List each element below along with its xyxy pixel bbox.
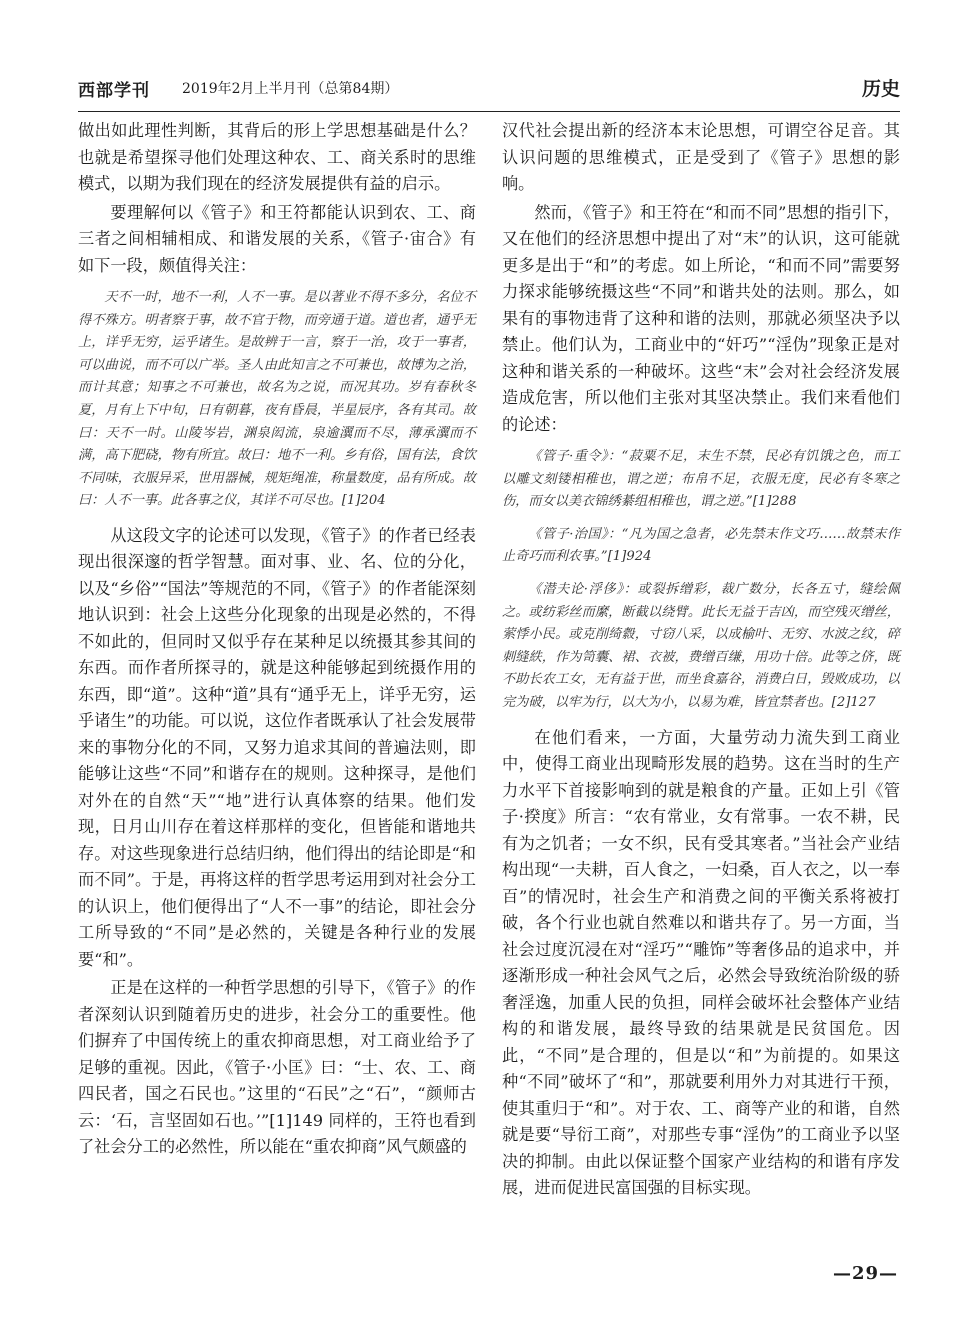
body-paragraph: 正是在这样的一种哲学思想的引导下，《管子》的作者深刻认识到随着历史的进步，社会分工的重要性。他们摒弃了中国传统上的重农抑商思想，对工商业给予了足够的重视。因此，《管子·小匡》曰：“士、农、工、商四民者，国之石民也。”这里的“石民”之“石”，“颜师古云：‘石，言坚固如石也。’”[1]149 同样的，王符也看到了社会分工的必然性，所以能在“重农抑商”风气颇盛的 [78, 978, 476, 1157]
block-quote: 天不一时，地不一利，人不一事。是以著业不得不多分，名位不得不殊方。明者察于事，故不官于物，而旁通于道。道也者，通乎无上，详乎无穷，运乎诸生。是故辨于一言，察于一治，攻于一事者，可以曲说，而不可以广举。圣人由此知言之不可兼也，故博为之治，而计其意；知事之不可兼也，故名为之说，而况其功。岁有春秋冬夏，月有上下中旬，日有朝暮，夜有昏晨，半星辰序，各有其司。故曰：天不一时。山陵岑岩，渊泉闳流，泉逾瀷而不尽，薄承瀷而不满，高下肥硗，物有所宜。故曰：地不一利。乡有俗，国有法，食饮不同味，衣服异采，世用器械，规矩绳准，称量数度，品有所成。故曰：人不一事。此各事之仪，其详不可尽也。[1]204 [78, 290, 476, 509]
issue-info: 2019年2月上半月刊（总第84期） [182, 81, 399, 97]
header-rule [78, 111, 900, 112]
right-column [502, 118, 900, 1204]
section-title: 历史 [861, 78, 900, 100]
body-paragraph: 然而，《管子》和王符在“和而不同”思想的指引下，又在他们的经济思想中提出了对“末”的认识，这可能就更多是出于“和”的考虑。如上所论，“和而不同”需要努力探求能够统摄这些“不同”和谐共处的法则。那么，如果有的事物违背了这种和谐的法则，那就必须坚决予以禁止。他们认为，工商业中的“奸巧”“淫伪”现象正是对这种和谐关系的一种破坏。这些“末”会对社会经济发展造成危害，所以他们主张对其坚决禁止。我们来看他们的论述： [502, 202, 900, 434]
page-number: —29— [832, 1263, 898, 1284]
body-paragraph: 在他们看来，一方面，大量劳动力流失到工商业中，使得工商业出现畸形发展的趋势。这在当时的生产力水平下首接影响到的就是粮食的产量。正如上引《管子·揆度》所言：“农有常业，女有常事。一农不耕，民有为之饥者；一女不织，民有受其寒者。”当社会产业结构出现“一夫耕，百人食之，一妇桑，百人衣之，以一奉百”的情况时，社会生产和消费之间的平衡关系将被打破，各个行业也就自然难以和谐共存了。另一方面，当社会过度沉浸在对“淫巧”“雕饰”等奢侈品的追求中，并逐渐形成一种社会风气之后，必然会导致统治阶级的骄奢淫逸，加重人民的负担，同样会破坏社会整体产业结构的和谐发展，最终导致的结果就是民贫国危。因此，“不同”是合理的，但是以“和”为前提的。如果这种“不同”破坏了“和”，那就要利用外力对其进行干预，使其重归于“和”。对于农、工、商等产业的和谐，自然就是要“导衍工商”，对那些专事“淫伪”的工商业予以坚决的抑制。由此以保证整个国家产业结构的和谐有序发展，进而促进民富国强的目标实现。 [502, 727, 900, 1198]
body-paragraph: 要理解何以《管子》和王符都能认识到农、工、商三者之间相辅相成、和谐发展的关系，《管子·宙合》有如下一段，颇值得关注： [78, 202, 476, 275]
block-quote: 《管子·重令》：“菽粟不足，末生不禁，民必有饥饿之色，而工以雕文刻镂相稚也，谓之逆；布帛不足，衣服无度，民必有冬寒之伤，而女以美衣锦绣綦组相稚也，谓之逆。”[1]288 [502, 449, 900, 510]
journal-name: 西部学刊 [78, 81, 150, 101]
body-paragraph: 从这段文字的论述可以发现，《管子》的作者已经表现出很深邃的哲学智慧。面对事、业、名、位的分化，以及“乡俗”“国法”等规范的不同，《管子》的作者能深刻地认识到：社会上这些分化现象的出现是必然的，不得不如此的，但同时又似乎存在某种足以统摄其参其间的东西。而作者所探寻的，就是这种能够起到统摄作用的东西，即“道”。这种“道”具有“通乎无上，详乎无穷，运乎诸生”的功能。可以说，这位作者既承认了社会发展带来的事物分化的不同，又努力追求其间的普遍法则，即能够让这些“不同”和谐存在的规则。这种探寻，是他们对外在的自然“天”“地”进行认真体察的结果。他们发现，日月山川存在着这样那样的变化，但皆能和谐地共存。对这些现象进行总结归纳，他们得出的结论即是“和而不同”。于是，再将这样的哲学思考运用到对社会分工的认识上，他们便得出了“人不一事”的结论，即社会分工所导致的“不同”是必然的，关键是各种行业的发展要“和”。 [78, 525, 476, 969]
page-header [78, 70, 900, 104]
body-paragraph: 汉代社会提出新的经济本末论思想，可谓空谷足音。其认识问题的思维模式，正是受到了《管子》思想的影响。 [502, 121, 900, 193]
block-quote: 《潜夫论·浮侈》：或裂拆缯彩，裁广数分，长各五寸，缝绘佩之。或纺彩丝而縻，断截以绕臂。此长无益于吉凶，而空残灭缯丝，萦悸小民。或克削绮縠，寸窃八采，以成榆叶、无穷、水波之纹，碎刺缝紩，作为笥囊、裙、衣被，费缯百缣，用功十倍。此等之侪，既不助长农工女，无有益于世，而坐食嘉谷，消费白日，毁败成功，以完为破，以牢为行，以大为小，以易为难，皆宜禁者也。[2]127 [502, 581, 900, 710]
left-column [78, 118, 476, 1163]
body-paragraph: 做出如此理性判断，其背后的形上学思想基础是什么？也就是希望探寻他们处理这种农、工、商关系时的思维模式，以期为我们现在的经济发展提供有益的启示。 [78, 121, 476, 193]
block-quote: 《管子·治国》：“凡为国之急者，必先禁末作文巧……故禁末作止奇巧而利农事。”[1]924 [502, 526, 900, 565]
